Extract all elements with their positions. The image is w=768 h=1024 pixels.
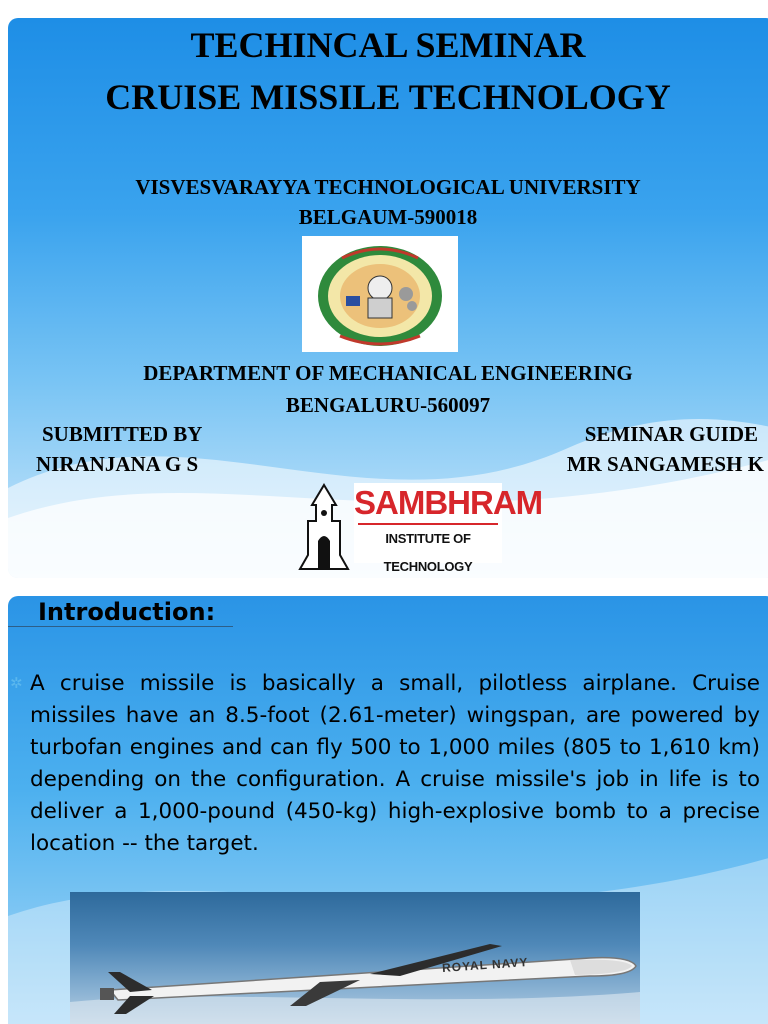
sambhram-subtitle-text: INSTITUTE OF TECHNOLOGY (383, 531, 473, 574)
sambhram-wordmark (354, 483, 543, 574)
seminar-guide-label: SEMINAR GUIDE (584, 422, 758, 446)
temple-emblem-icon (296, 481, 352, 573)
slide-heading: Introduction: (38, 598, 216, 626)
seminar-guide-name: MR SANGAMESH K (566, 452, 764, 476)
vtu-seal-logo (302, 236, 458, 352)
department-city: BENGALURU-560097 (285, 393, 491, 417)
submitted-by-name: NIRANJANA G S (36, 452, 199, 476)
title-line-2: CRUISE MISSILE TECHNOLOGY (105, 77, 671, 117)
asterisk-bullet-icon: ✲ (10, 674, 23, 692)
sambhram-logo (296, 481, 543, 576)
vtu-seal-icon (302, 236, 458, 352)
department-name: DEPARTMENT OF MECHANICAL ENGINEERING (143, 361, 633, 385)
heading-underline (8, 626, 233, 627)
submitted-by-label: SUBMITTED BY (42, 422, 203, 446)
sambhram-wordmark-text: SAMBHRAM (354, 484, 543, 521)
introduction-slide (8, 596, 768, 1024)
title-line-1: TECHINCAL SEMINAR (190, 25, 586, 65)
title-slide (8, 18, 768, 578)
university-city: BELGAUM-590018 (298, 205, 478, 229)
cruise-missile-photo (70, 892, 640, 1024)
introduction-paragraph: A cruise missile is basically a small, pilotless airplane. Cruise missiles have an 8.5-foot (2.61-meter) wingspan, are powered by turbofan engines and can fly 500 to 1,000 miles (805 to 1,610 km) depending on the configuration. A cruise missile's job in life is to deliver a 1,000-pound (450-kg) high-explosive bomb to a precise location -- the target. (30, 671, 760, 856)
missile-image (70, 892, 640, 1024)
missile-marking-text: ROYAL NAVY (441, 955, 529, 975)
university-name: VISVESVARAYYA TECHNOLOGICAL UNIVERSITY (135, 175, 641, 199)
